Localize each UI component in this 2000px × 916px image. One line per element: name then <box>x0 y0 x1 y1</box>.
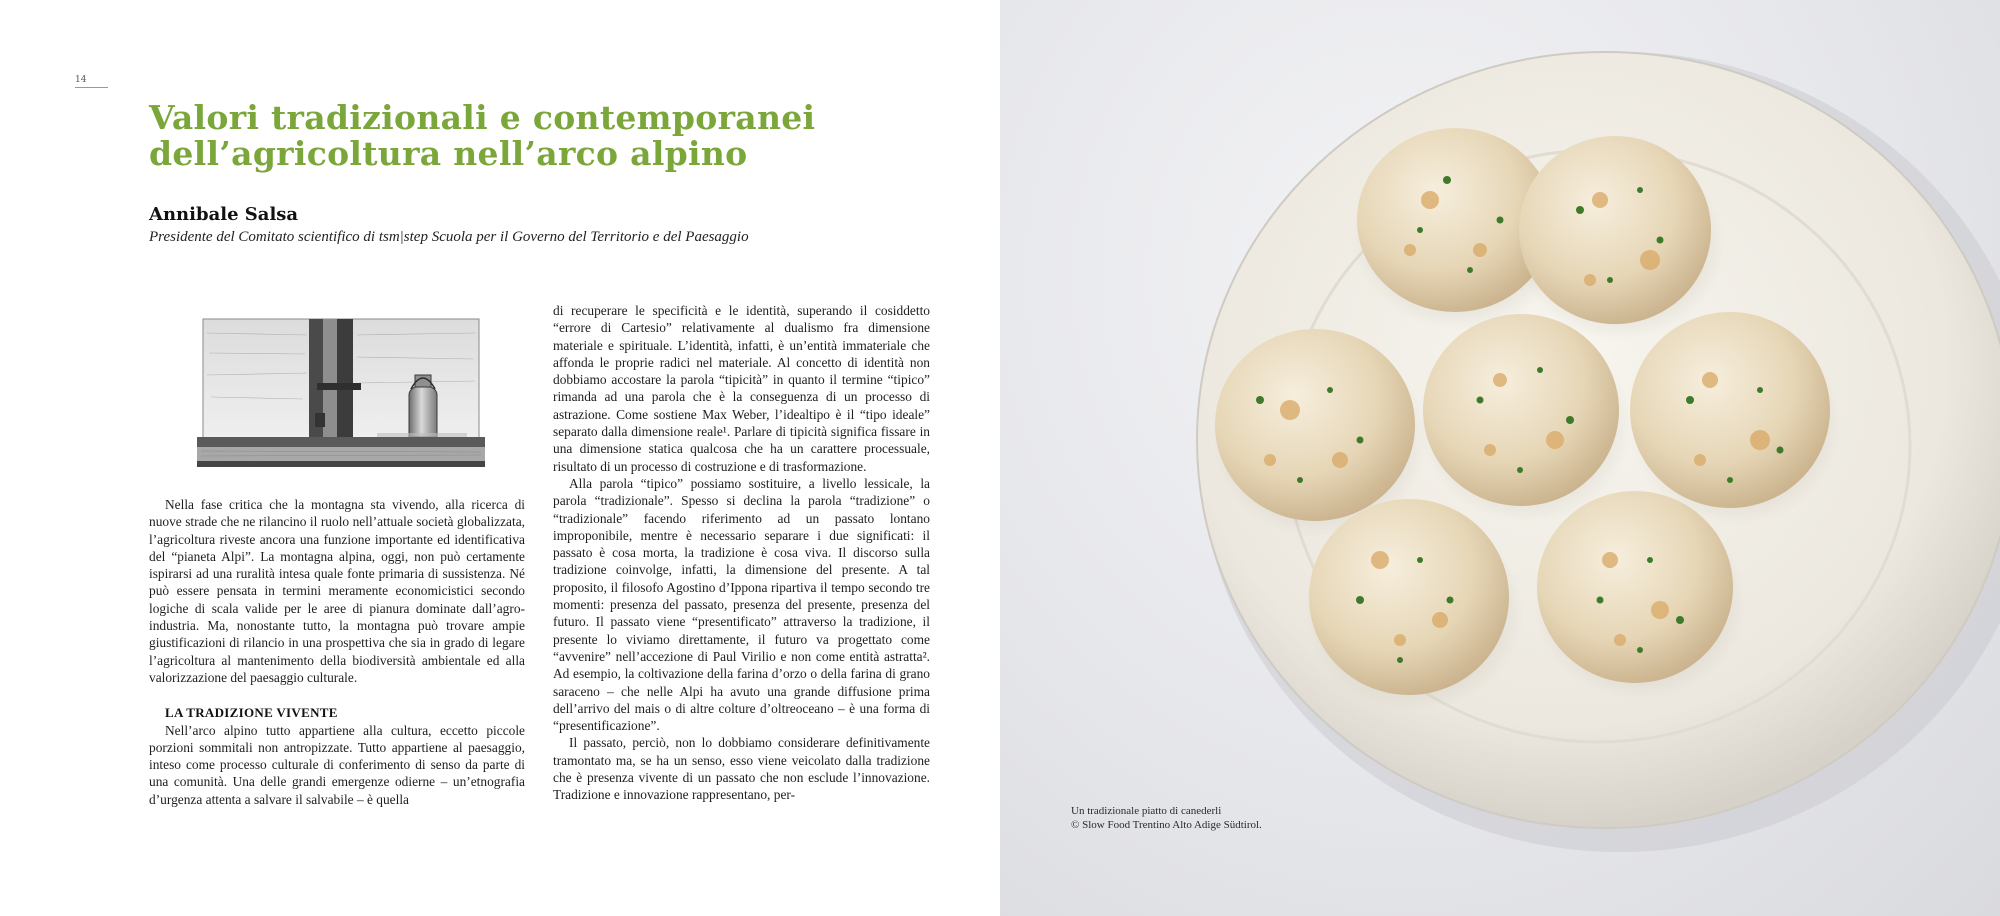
body-paragraph: Nell’arco alpino tutto appartiene alla cultura, eccetto piccole porzioni sommitali non antropizzate. Tutto appartiene al paesaggio, inteso come processo culturale di conferimento di senso da parte di una comunità. Una delle grandi emergenze odierne – un’etnografia d’urgenza attenta a salvare il salvabile – è quella <box>149 722 525 807</box>
page-number-rule <box>75 87 108 88</box>
article-title-line-2: dell’agricoltura nell’arco alpino <box>149 134 748 173</box>
photo-caption-line-2: © Slow Food Trentino Alto Adige Südtirol. <box>1071 819 1262 831</box>
canederli-plate-photo <box>1000 0 2000 916</box>
article-title-line-1: Valori tradizionali e contemporanei <box>149 98 816 137</box>
page-number: 14 <box>75 75 87 85</box>
pencil-drawing-illustration <box>197 313 485 473</box>
body-paragraph: Il passato, perciò, non lo dobbiamo considerare definitivamente tramontato ma, se ha un senso, esso viene veicolato dalla tradizione che è presenza vivente di un passato che non esclude l’innovazione. Tradizione e innovazione rappresentano, per- <box>553 735 930 803</box>
section-heading: LA TRADIZIONE VIVENTE <box>165 705 338 721</box>
body-paragraph: di recuperare le specificità e le identità, superando il cosiddetto “errore di Cartesio” relativamente al dualismo fra dimensione materiale e spirituale. L’identità, infatti, è un’entità immateriale che affonda le proprie radici nel materiale. Al concetto di identità non dobbiamo accostare la parola “tipicità” in quanto il termine “tipico” rimanda ad una parola che è la conseguenza di un processo di astrazione. Come sostiene Max Weber, l’idealtipo è il “tipo ideale” separato dalla dimensione reale¹. Parlare di tipicità significa fissare in una dimensione statica qualcosa che ha un carattere processuale, risultato di un processo di costruzione e di trasformazione. <box>553 303 930 474</box>
author-name: Annibale Salsa <box>149 204 299 225</box>
body-paragraph: Alla parola “tipico” possiamo sostituire, a livello lessicale, la parola “tradizionale”. Spesso si declina la parola “tradizione” o “tradizionale” facendo riferimento ad un passato lontano improponibile, mentre è necessario separare i due significati: il passato è cosa morta, la tradizione è cosa viva. Il discorso sulla tradizione coinvolge, infatti, la dimensione del presente. A tal proposito, il filosofo Agostino d’Ippona ripartiva il tempo secondo tre momenti: presenza del passato, presenza del presente, presenza del futuro. Il passato viene “presentificato” attraverso la tradizione, il presente lo viviamo direttamente, il futuro va progettato come “avvenire” nell’accezione di Paul Virilio e non come entità astratta². Ad esempio, la coltivazione della farina d’orzo o della farina di grano saraceno – che nelle Alpi ha avuto una grande diffusione prima dell’arrivo del mais o di altre colture d’oltreoceano – è una forma di “presentificazione”. <box>553 475 930 734</box>
body-paragraph: Nella fase critica che la montagna sta vivendo, alla ricerca di nuove strade che ne rilancino il ruolo nell’attuale società globalizzata, l’agricoltura riveste ancora una funzione importante ed identificativa del “pianeta Alpi”. La montagna alpina, oggi, non può certamente ispirarsi ad una ruralità intesa quale fonte primaria di sussistenza. Né può essere pensata in termini meramente economicistici secondo logiche di scala valide per le aree di pianura dominate dall’agro-industria. Ma, nonostante tutto, la montagna può trovare ampie giustificazioni di rilancio in una prospettiva che sia in grado di legare l’agricoltura al mantenimento della biodiversità ambientale ed alla valorizzazione del paesaggio culturale. <box>149 497 525 685</box>
article-title <box>149 100 909 172</box>
photo-caption-line-1: Un tradizionale piatto di canederli <box>1071 805 1222 817</box>
text-column-left <box>149 496 525 808</box>
text-column-right <box>553 302 930 804</box>
photo-caption <box>1071 804 1262 832</box>
right-page-photo <box>1000 0 2000 916</box>
author-affiliation: Presidente del Comitato scientifico di tsm|step Scuola per il Governo del Territorio e del Paesaggio <box>149 229 749 245</box>
